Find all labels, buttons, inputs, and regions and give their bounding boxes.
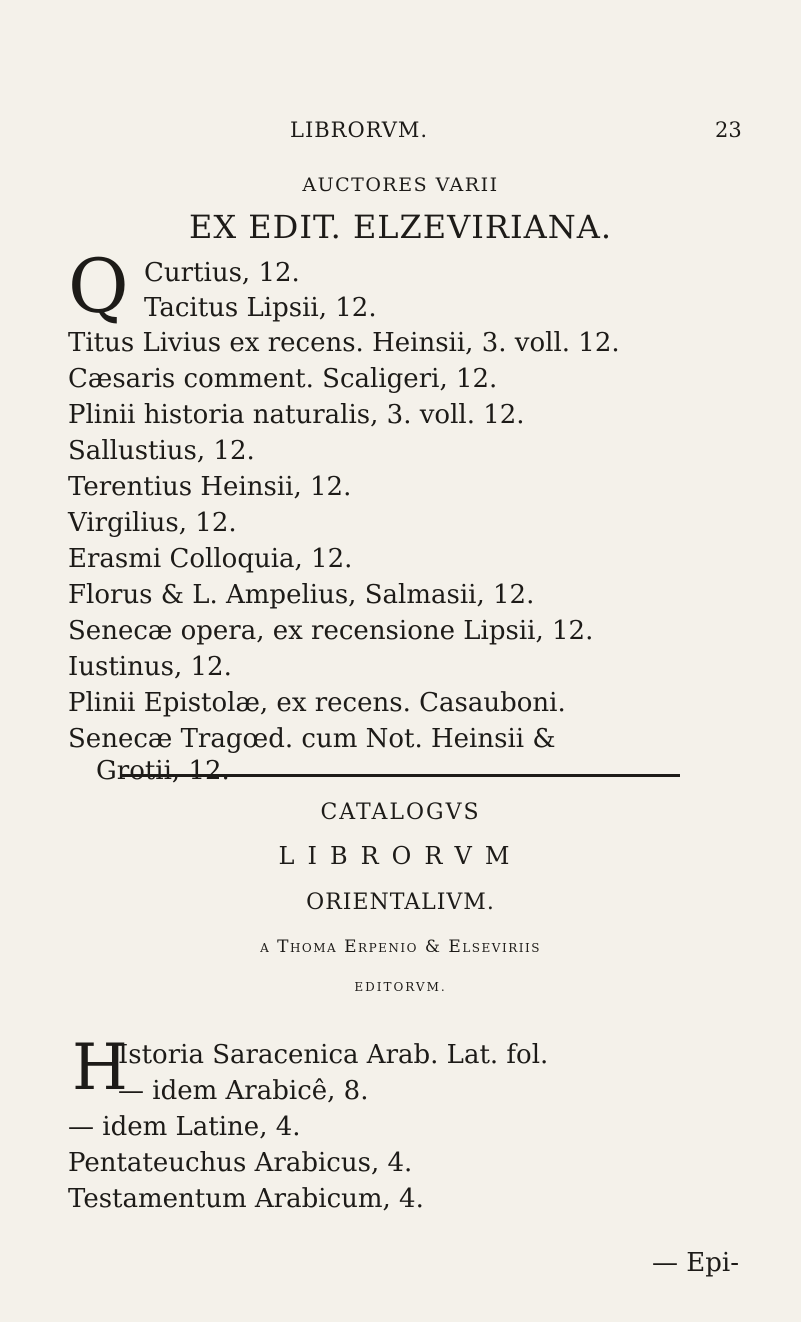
catalogue-title-orientalium: ORIENTALIVM. <box>306 890 495 915</box>
section-subtitle: AUCTORES VARII <box>302 174 499 196</box>
entry-pentateuchus: Pentateuchus Arabicus, 4. <box>68 1148 413 1178</box>
running-title: LIBRORVM. <box>290 118 429 142</box>
catalogue-publishers: a Thoma Erpenio & Elseviriis <box>260 937 541 957</box>
entry-historia-saracenica: Istoria Saracenica Arab. Lat. fol. <box>118 1040 549 1070</box>
entry-tacitus: Tacitus Lipsii, 12. <box>144 293 377 323</box>
entry-florus: Florus & L. Ampelius, Salmasii, 12. <box>68 580 535 610</box>
catalogue-editorum: EDITORVM. <box>354 980 447 994</box>
entry-idem-arabice: — idem Arabicê, 8. <box>118 1076 369 1106</box>
catchword: — Epi- <box>652 1248 739 1278</box>
running-head <box>0 118 801 148</box>
catalogue-title: CATALOGVS <box>320 800 481 825</box>
entry-terentius: Terentius Heinsii, 12. <box>68 472 352 502</box>
drop-cap-q: Q <box>68 244 129 330</box>
entry-plinii-epistolae: Plinii Epistolæ, ex recens. Casauboni. <box>68 688 566 718</box>
entry-plinii-historia: Plinii historia naturalis, 3. voll. 12. <box>68 400 525 430</box>
entry-testamentum: Testamentum Arabicum, 4. <box>68 1184 424 1214</box>
catalogue-title-librorum: LIBRORVM <box>278 842 523 870</box>
entry-erasmi: Erasmi Colloquia, 12. <box>68 544 353 574</box>
drop-cap-h: H <box>72 1031 128 1105</box>
entry-idem-latine: — idem Latine, 4. <box>68 1112 301 1142</box>
page-number: 23 <box>715 118 742 142</box>
entry-livius: Titus Livius ex recens. Heinsii, 3. voll. 12. <box>68 328 620 358</box>
entry-virgilius: Virgilius, 12. <box>68 508 237 538</box>
entry-caesaris: Cæsaris comment. Scaligeri, 12. <box>68 364 498 394</box>
entry-sallustius: Sallustius, 12. <box>68 436 255 466</box>
entry-curtius: Curtius, 12. <box>144 258 300 288</box>
entry-iustinus: Iustinus, 12. <box>68 652 232 682</box>
entry-senecae-tragoed: Senecæ Tragœd. cum Not. Heinsii & <box>68 724 556 754</box>
section-title: EX EDIT. ELZEVIRIANA. <box>188 208 613 246</box>
entry-grotii: Grotii, 12. <box>96 756 230 786</box>
entry-senecae-opera: Senecæ opera, ex recensione Lipsii, 12. <box>68 616 594 646</box>
section-divider <box>120 774 680 777</box>
